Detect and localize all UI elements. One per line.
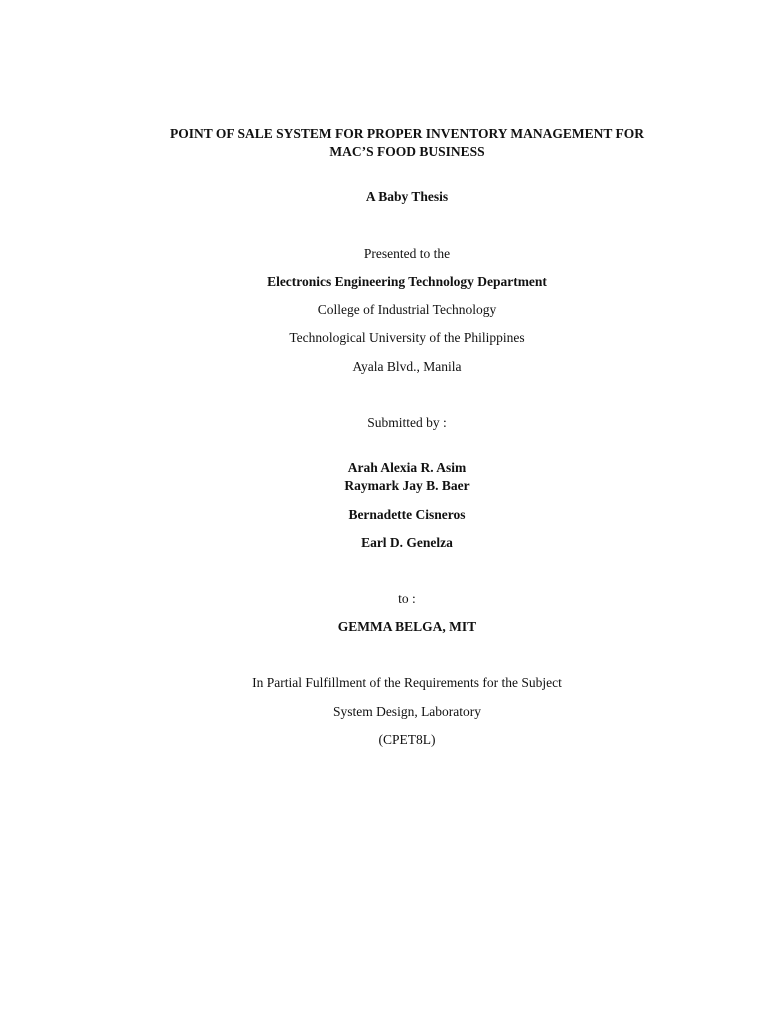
department: Electronics Engineering Technology Department [267, 274, 547, 289]
author-2: Raymark Jay B. Baer [344, 478, 470, 493]
author-1: Arah Alexia R. Asim [347, 460, 467, 475]
author-4: Earl D. Genelza [361, 535, 453, 550]
subject-code: (CPET8L) [378, 732, 436, 747]
adviser-name: GEMMA BELGA, MIT [337, 619, 477, 634]
subject-name: System Design, Laboratory [332, 704, 482, 719]
address: Ayala Blvd., Manila [352, 359, 462, 374]
university: Technological University of the Philippines [289, 330, 525, 345]
college: College of Industrial Technology [317, 302, 497, 317]
author-3: Bernadette Cisneros [348, 507, 466, 522]
presented-to-label: Presented to the [363, 246, 451, 261]
title-line-2: MAC’S FOOD BUSINESS [329, 144, 485, 159]
title-line-1: POINT OF SALE SYSTEM FOR PROPER INVENTORY MANAGEMENT FOR [169, 126, 645, 141]
fulfillment-statement: In Partial Fulfillment of the Requirements for the Subject [252, 675, 562, 690]
subtitle: A Baby Thesis [365, 189, 449, 204]
to-label: to : [398, 591, 416, 606]
submitted-by-label: Submitted by : [367, 415, 447, 430]
